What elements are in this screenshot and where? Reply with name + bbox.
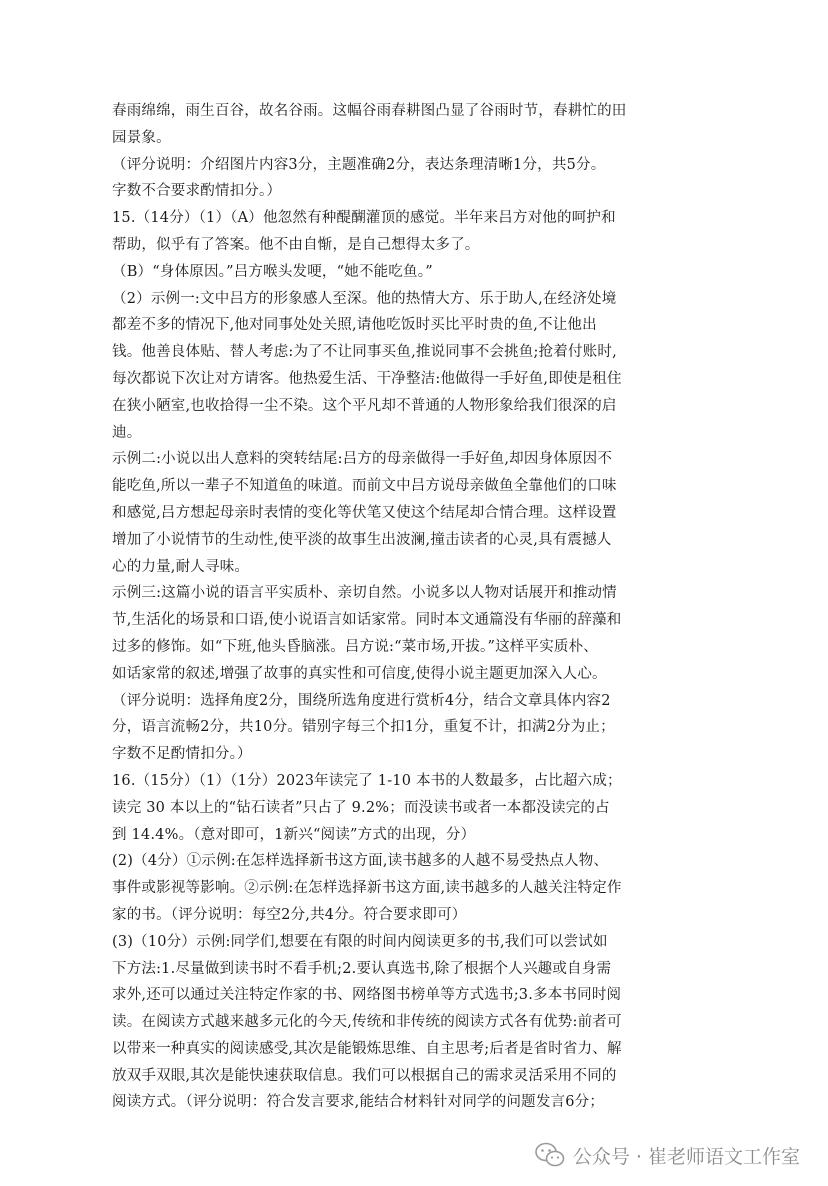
text-line: 春雨绵绵，雨生百谷，故名谷雨。这幅谷雨春耕图凸显了谷雨时节，春耕忙的田	[112, 103, 627, 119]
text-line: 增加了小说情节的生动性,使平淡的故事生出波澜,撞击读者的心灵,具有震撼人	[112, 531, 612, 548]
text-line: 字数不合要求酌情扣分。）	[112, 183, 282, 200]
text-line: 字数不足酌情扣分。）	[112, 746, 252, 763]
text-line: （评分说明：介绍图片内容3分，主题准确2分，表达条理清晰1分，共5分。	[112, 156, 606, 173]
text-line: 和感觉,吕方想起母亲时表情的变化等伏笔又使这个结尾却合情合理。这样设置	[112, 504, 617, 521]
text-line: 都差不多的情况下,他对同事处处关照,请他吃饭时买比平时贵的鱼,不让他出	[112, 317, 597, 334]
document-body	[112, 98, 722, 1116]
text-line: 迪。	[112, 424, 142, 441]
text-line: 心的力量,耐人寻味。	[112, 558, 250, 575]
text-line: (3)（10分）示例:同学们,想要在有限的时间内阅读更多的书,我们可以尝试如	[112, 933, 608, 950]
text-line: 读完 30 本以上的“钻石读者”只占了 9.2%；而没读书或者一本都没读完的占	[112, 799, 610, 816]
text-line: 放双手双眼,其次是能快速获取信息。我们可以根据自己的需求灵活采用不同的	[112, 1067, 617, 1084]
text-line: 钱。他善良体贴、替人考虑:为了不让同事买鱼,推说同事不会挑鱼;抢着付账时,	[112, 344, 617, 361]
text-line: 到 14.4%。（意对即可，1新兴“阅读”方式的出现，分）	[112, 826, 476, 843]
text-line: 读。在阅读方式越来越多元化的今天,传统和非传统的阅读方式各有优势:前者可	[112, 1014, 622, 1031]
text-line: 帮助，似乎有了答案。他不由自惭，是自己想得太多了。	[112, 236, 480, 253]
text-line: 示例二:小说以出人意料的突转结尾:吕方的母亲做得一手好鱼,却因身体原因不	[112, 451, 613, 468]
text-line: 园景象。	[112, 129, 171, 146]
text-line: 16.（15分）（1）（1分）2023年读完了 1-10 本书的人数最多，占比超六成；	[112, 772, 622, 789]
text-line: 求外,还可以通过关注特定作家的书、网络图书榜单等方式选书;3.多本书同时阅	[112, 987, 622, 1004]
text-line: (2)（4分）①示例:在怎样选择新书这方面,读书越多的人越不易受热点人物、	[112, 853, 609, 870]
text-line: 下方法:1.尽量做到读书时不看手机;2.要认真选书,除了根据个人兴趣或自身需	[112, 960, 612, 977]
text-line: 过多的修饰。如“下班,他头昏脑涨。吕方说:“菜市场,开拔。”这样平实质朴、	[112, 638, 598, 655]
text-line: 示例三:这篇小说的语言平实质朴、亲切自然。小说多以人物对话展开和推动情	[112, 585, 617, 602]
text-line: 以带来一种真实的阅读感受,其次是能锻炼思维、自主思考;后者是省时省力、解	[112, 1040, 622, 1057]
watermark-text: 公众号 · 崔老师语文工作室	[572, 1145, 800, 1168]
text-line: 分，语言流畅2分，共10分。错别字每三个扣1分，重复不计，扣满2分为止；	[112, 719, 615, 736]
text-line: 在狭小陋室,也收拾得一尘不染。这个平凡却不普通的人物形象给我们很深的启	[112, 397, 617, 414]
text-line: 阅读方式。（评分说明：符合发言要求,能结合材料针对同学的问题发言6分；	[112, 1094, 605, 1111]
text-line: 节,生活化的场景和口语,使小说语言如话家常。同时本文通篇没有华丽的辞藻和	[112, 612, 622, 629]
text-line: 家的书。（评分说明：每空2分,共4分。符合要求即可）	[112, 906, 467, 923]
text-line: 能吃鱼,所以一辈子不知道鱼的味道。而前文中吕方说母亲做鱼全靠他们的口味	[112, 478, 617, 495]
text-line: 如话家常的叙述,增强了故事的真实性和可信度,使得小说主题更加深入人心。	[112, 665, 607, 682]
text-line: 15.（14分）（1）（A）他忽然有种醍醐灌顶的感觉。半年来吕方对他的呵护和	[112, 210, 616, 227]
text-line: （B）“身体原因。”吕方喉头发哽，“她不能吃鱼。”	[112, 263, 433, 280]
text-line: （2）示例一:文中吕方的形象感人至深。他的热情大方、乐于助人,在经济处境	[112, 290, 617, 307]
watermark	[535, 1140, 800, 1170]
text-line: （评分说明：选择角度2分，围绕所选角度进行赏析4分，结合文章具体内容2	[112, 692, 611, 709]
wechat-icon	[535, 1142, 565, 1168]
text-line: 事件或影视等影响。②示例:在怎样选择新书这方面,读书越多的人越关注特定作	[112, 880, 622, 897]
text-line: 每次都说下次让对方请客。他热爱生活、干净整洁:他做得一手好鱼,即使是租住	[112, 370, 622, 387]
